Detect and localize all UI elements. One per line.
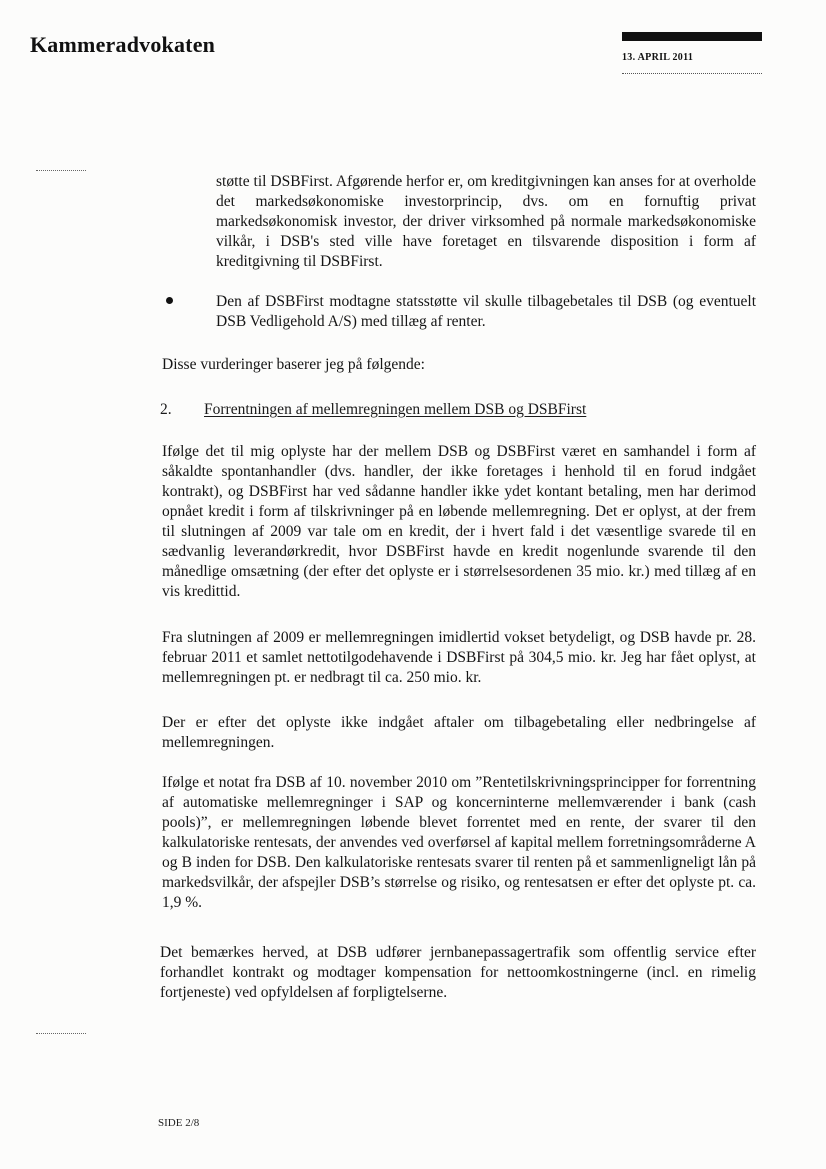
section-number: 2. xyxy=(160,401,172,418)
paragraph-3: Der er efter det oplyste ikke indgået aftaler om tilbagebetaling eller nedbringelse af mellemregningen. xyxy=(162,714,756,751)
bullet-icon xyxy=(166,297,173,304)
brand-name: Kammeradvokaten xyxy=(30,32,216,57)
header-bar xyxy=(622,32,762,41)
section-title: Forrentningen af mellemregningen mellem DSB og DSBFirst xyxy=(204,401,587,418)
paragraph-2: Fra slutningen af 2009 er mellemregningen imidlertid vokset betydeligt, og DSB havde pr. 28. februar 2011 et samlet nettotilgodehavende i DSBFirst på 304,5 mio. kr. Jeg har fået oplyst, at mellemregningen pt. er nedbragt til ca. 250 mio. kr. xyxy=(162,629,756,686)
paragraph-1: Ifølge det til mig oplyste har der mellem DSB og DSBFirst været en samhandel i form af såkaldte spontanhandler (dvs. handler, der ikke foretages i henhold til en forud indgået kontrakt), og DSBFirst har ved sådanne handler ikke ydet kontant betaling, men har derimod opnået kredit i form af tilskrivninger på en løbende mellemregning. Det er oplyst, at der frem til slutningen af 2009 var tale om en kredit, der i hvert fald i det væsentlige svarede til en sædvanlig leverandørkredit, hvor DSBFirst havde en kredit nogenlunde svarende til den månedlige omsætning (der efter det oplyste er i størrelsesordenen 35 mio. kr.) med tillæg af en vis kredittid. xyxy=(162,443,756,600)
date-rule xyxy=(622,73,762,74)
bullet-text: Den af DSBFirst modtagne statsstøtte vil skulle tilbagebetales til DSB (og eventuelt DSB Vedligehold A/S) med tillæg af renter. xyxy=(216,293,756,330)
paragraph-4: Ifølge et notat fra DSB af 10. november 2010 om ”Rentetilskrivningsprincipper for forrentning af automatiske mellemregninger i SAP og koncerninterne mellemværender i bank (cash pools)”, er mellemregningen løbende blevet forrentet med en rente, der svarer til den kalkulatoriske rentesats, der anvendes ved overførsel af kapital mellem forretningsområderne A og B inden for DSB. Den kalkulatoriske rentesats svarer til renten på et sammenligneligt lån på markedsvilkår, der afspejler DSB’s størrelse og risiko, og rentesatsen er efter det oplyste pt. ca. 1,9 %. xyxy=(162,774,756,911)
intro-continuation: støtte til DSBFirst. Afgørende herfor er, om kreditgivningen kan anses for at overholde det markedsøkonomiske investorprincip, dvs. om en fornuftig privat markedsøkonomisk investor, der driver virksomhed på normale markedsøkonomiske vilkår, i DSB's sted ville have foretaget en tilsvarende disposition i form af kreditgivning til DSBFirst. xyxy=(216,173,756,270)
page-number: SIDE 2/8 xyxy=(158,1117,200,1129)
basis-line: Disse vurderinger baserer jeg på følgende: xyxy=(162,356,425,373)
paragraph-5: Det bemærkes herved, at DSB udfører jernbanepassagertrafik som offentlig service efter forhandlet kontrakt og modtager kompensation for nettoomkostningerne (incl. en rimelig fortjeneste) ved opfyldelsen af forpligtelserne. xyxy=(160,944,756,1001)
document-date: 13. APRIL 2011 xyxy=(622,52,694,63)
margin-mark-top xyxy=(36,170,86,171)
margin-mark-bottom xyxy=(36,1033,86,1034)
